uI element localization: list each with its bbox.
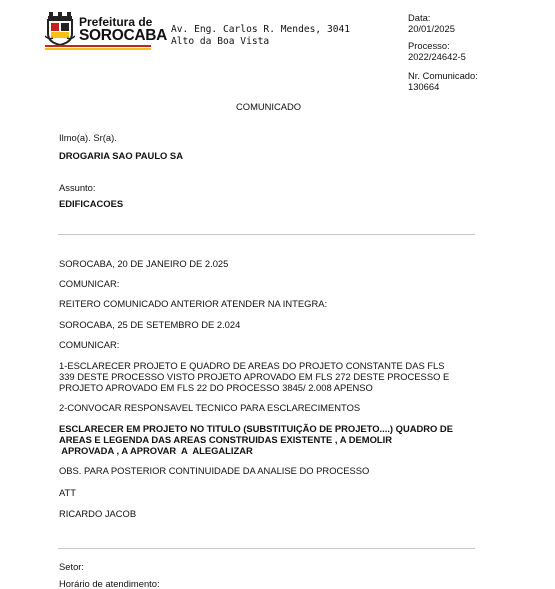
body-bold-line2: AREAS E LEGENDA DAS AREAS CONSTRUIDAS EXISTENTE , A DEMOLIR <box>59 434 393 445</box>
footer-sector-label: Setor: <box>59 561 85 572</box>
divider-bottom <box>58 548 475 549</box>
footer-hours-label: Horário de atendimento: <box>59 578 160 589</box>
body-obs: OBS. PARA POSTERIOR CONTINUIDADE DA ANALISE DO PROCESSO <box>59 465 370 476</box>
body-item1-line1: 1-ESCLARECER PROJETO E QUADRO DE AREAS DO PROJETO CONSTANTE DAS FLS <box>59 360 445 371</box>
process-value: 2022/24642-5 <box>408 51 466 62</box>
body-item1-line3: PROJETO APROVADO EM FLS 22 DO PROCESSO 3845/ 2.008 APENSO <box>59 382 373 393</box>
body-item2: 2-CONVOCAR RESPONSAVEL TECNICO PARA ESCLARECIMENTOS <box>59 402 361 413</box>
document-title: COMUNICADO <box>236 101 302 112</box>
org-name-line1: Prefeitura de <box>79 15 153 29</box>
address-line1: Av. Eng. Carlos R. Mendes, 3041 <box>171 24 351 35</box>
body-bold-line3: APROVADA , A APROVAR A ALEGALIZAR <box>59 445 253 456</box>
subject-value: EDIFICACOES <box>59 198 124 209</box>
body-communicate-1: COMUNICAR: <box>59 278 120 289</box>
body-item1-line2: 339 DESTE PROCESSO VISTO PROJETO APROVADO EM FLS 272 DESTE PROCESSO E <box>59 371 450 382</box>
body-signature: RICARDO JACOB <box>59 508 137 519</box>
notice-value: 130664 <box>408 81 440 92</box>
body-bold-line1: ESCLARECER EM PROJETO NO TITULO (SUBSTITUIÇÃO DE PROJETO....) QUADRO DE <box>59 423 453 434</box>
body-date-line-1: SOROCABA, 20 DE JANEIRO DE 2.025 <box>59 258 229 269</box>
org-name-line2: SOROCABA <box>79 27 168 44</box>
subject-label: Assunto: <box>59 182 96 193</box>
logo-stripe-yellow <box>45 48 151 50</box>
sorocaba-logo <box>45 12 168 50</box>
recipient-name: DROGARIA SAO PAULO SA <box>59 150 183 161</box>
date-label: Data: <box>408 12 431 23</box>
body-reiterate: REITERO COMUNICADO ANTERIOR ATENDER NA INTEGRA: <box>59 298 328 309</box>
body-date-line-2: SOROCABA, 25 DE SETEMBRO DE 2.024 <box>59 319 241 330</box>
salutation: Ilmo(a). Sr(a). <box>59 132 117 143</box>
body-communicate-2: COMUNICAR: <box>59 339 120 350</box>
address-line2: Alto da Boa Vista <box>171 36 270 47</box>
notice-label: Nr. Comunicado: <box>408 70 478 81</box>
divider-top <box>58 234 475 235</box>
process-label: Processo: <box>408 40 450 51</box>
body-att: ATT <box>59 487 77 498</box>
date-value: 20/01/2025 <box>408 23 455 34</box>
city-crest-icon <box>45 12 75 46</box>
